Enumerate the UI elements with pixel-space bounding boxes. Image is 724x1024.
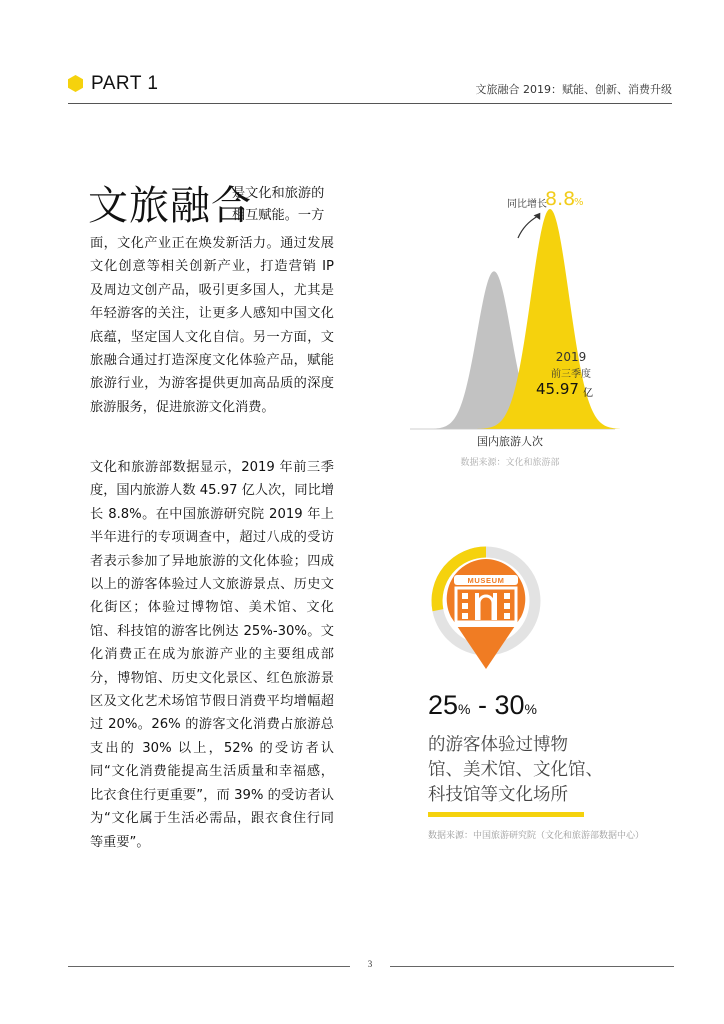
growth-label: 同比增长 bbox=[507, 199, 547, 210]
range-dash: - bbox=[470, 690, 495, 720]
stat-source: 数据来源：中国旅游研究院（文化和旅游部数据中心） bbox=[428, 831, 645, 841]
intro-tail bbox=[232, 183, 324, 227]
growth-value: 8.8 bbox=[545, 188, 576, 210]
museum-pin bbox=[430, 545, 550, 675]
stat-desc-line3: 科技馆等文化场所 bbox=[428, 785, 568, 805]
footer-divider-right bbox=[390, 966, 674, 967]
page-number: 3 bbox=[367, 959, 373, 969]
range-high-pct: % bbox=[524, 701, 537, 717]
header-subtitle: 文旅融合 2019：赋能、创新、消费升级 bbox=[475, 83, 672, 96]
chart-source: 数据来源：文化和旅游部 bbox=[460, 458, 560, 468]
visits-unit: 亿 bbox=[583, 388, 593, 399]
part-label: PART 1 bbox=[91, 73, 159, 94]
paragraph-stats: 文化和旅游部数据显示，2019 年前三季度，国内旅游人数 45.97 亿人次，同比增长 8.8%。在中国旅游研究院 2019 年上半年进行的专项调查中，超过八成的受访者表示参加了异地旅游的文化体验；四成以上的游客体验过人文旅游景点、历史文化街区；体验过博物馆、美术馆、文化馆、科技馆的游客比例达 25%-30%。文化消费正在成为旅游产业的主要组成部分，博物馆、历史文化景区、红色旅游景区及文化艺术场馆节假日消费平均增幅超过 20%。26% 的游客文化消费占旅游总支出的 30% 以上，52% 的受访者认同“文化消费能提高生活质量和幸福感，比衣食住行更重要”，而 39% 的受访者认为“文化属于生活必需品，跟衣食住行同等重要”。 bbox=[90, 460, 334, 850]
visits-value: 45.97 bbox=[536, 380, 579, 398]
range-low-pct: % bbox=[458, 701, 471, 717]
period-label: 前三季度 bbox=[551, 369, 591, 380]
chart-caption: 国内旅游人次 bbox=[477, 435, 543, 448]
stat-description bbox=[428, 733, 608, 808]
intro-tail-line1: 是文化和旅游的 bbox=[232, 186, 325, 201]
growth-unit: % bbox=[574, 197, 584, 208]
big-title: 文旅融合 bbox=[88, 183, 252, 229]
range-low: 25 bbox=[428, 690, 459, 720]
accent-bar bbox=[428, 812, 584, 817]
intro-body: 面，文化产业正在焕发新活力。通过发展文化创意等相关创新产业，打造营销 IP 及周边文创产品，吸引更多国人，尤其是年轻游客的关注，让更多人感知中国文化底蕴，坚定国人文化自信。另一方面，文旅融合通过打造深度文化体验产品，赋能旅游行业，为游客提供更加高品质的深度旅游服务，促进旅游文化消费。 bbox=[90, 236, 334, 415]
hexagon-icon bbox=[68, 75, 83, 92]
year-label: 2019 bbox=[555, 350, 587, 364]
museum-sign: MUSEUM bbox=[467, 576, 505, 586]
stat-desc-line2: 馆、美术馆、文化馆、 bbox=[428, 760, 603, 780]
range-high: 30 bbox=[494, 690, 525, 720]
header-divider bbox=[68, 103, 672, 104]
stat-range bbox=[428, 690, 537, 721]
intro-tail-line2: 相互赋能。一方 bbox=[232, 208, 325, 223]
footer-divider-left bbox=[68, 966, 350, 967]
growth-arrow-icon bbox=[518, 216, 538, 238]
stat-desc-line1: 的游客体验过博物 bbox=[428, 735, 568, 755]
